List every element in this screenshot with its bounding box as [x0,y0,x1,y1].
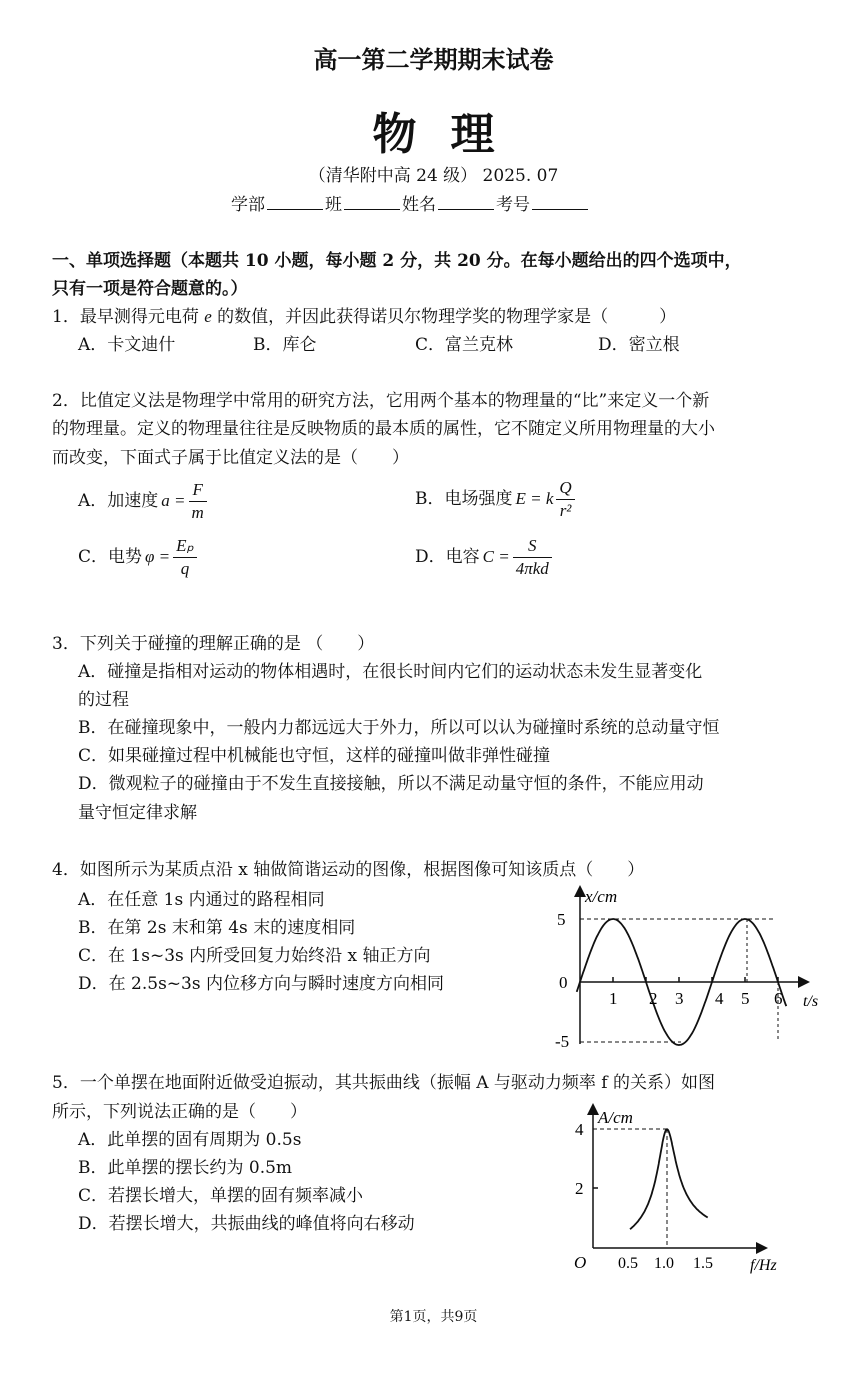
dept-blank [267,195,323,210]
shm-xtick-label-2: 2 [649,989,658,1008]
q2-line-3: 而改变，下面式子属于比值定义法的是（ ） [52,448,409,468]
section-title: 一、单项选择题 [52,251,171,271]
q4-option-c: C．在 1s~3s 内所受回复力始终沿 x 轴正方向 [78,946,431,966]
q2-c-lhs: φ = [145,547,171,566]
res-ylabel: A/cm [598,1108,633,1127]
q1-stem [52,307,676,327]
resonance-graph [560,1096,800,1276]
section-heading [52,251,742,271]
field-label-dept: 学部 [231,195,265,215]
subject-title: 物理 [372,109,529,160]
q2-b-num: Q [556,477,574,500]
q5-option-c: C．若摆长增大，单摆的固有频率减小 [78,1186,364,1206]
res-ytick-4: 4 [575,1120,584,1139]
q2-option-b [415,476,575,522]
q2-a-den: m [191,502,204,522]
res-xtick-1.5: 1.5 [693,1255,713,1272]
shm-ytick-0: 0 [559,973,568,992]
q3-stem: 3．下列关于碰撞的理解正确的是 （ ） [52,634,375,654]
q5-option-a: A．此单摆的固有周期为 0.5s [78,1130,302,1150]
paper-title: 高一第二学期期末试卷 [313,45,554,74]
q2-line-1: 2．比值定义法是物理学中常用的研究方法，它用两个基本的物理量的“比”来定义一个新 [52,391,710,411]
res-xlabel: f/Hz [750,1257,777,1274]
shm-xtick-label-3: 3 [675,989,684,1008]
q2-c-fraction [173,535,197,580]
q4-stem: 4．如图所示为某质点沿 x 轴做简谐运动的图像，根据图像可知该质点（ ） [52,860,645,880]
shm-ylabel: x/cm [585,887,618,906]
shm-xlabel: t/s [803,993,819,1010]
q1-stem-b: 的数值，并因此获得诺贝尔物理学奖的物理学家是（ ） [211,307,677,327]
section-desc-2: 只有一项是符合题意的。） [52,279,248,299]
student-fields [231,195,590,215]
shm-ytick-neg5: -5 [555,1032,570,1051]
q4-option-b: B．在第 2s 末和第 4s 末的速度相同 [78,918,356,938]
q1-option-b: B．库仑 [253,335,317,355]
q2-a-label: A．加速度 [78,491,159,511]
shm-xtick-label-6: 6 [774,989,783,1008]
q2-d-fraction [513,535,552,580]
q2-option-c [78,534,197,580]
exam-info: （清华附中高 24 级） 2025. 07 [308,166,559,186]
res-origin: O [574,1253,587,1272]
q2-a-lhs: a = [161,491,186,510]
q2-d-den: 4πkd [515,558,549,578]
q4-option-d: D．在 2.5s~3s 内位移方向与瞬时速度方向相同 [78,974,444,994]
shm-xtick-label-4: 4 [715,989,724,1008]
shm-ytick-5: 5 [557,910,566,929]
shm-xtick-label-5: 5 [741,989,750,1008]
q3-option-b: B．在碰撞现象中，一般内力都远远大于外力，所以可以认为碰撞时系统的总动量守恒 [78,718,720,738]
q2-b-den: r² [559,500,572,520]
q3-option-d-2: 量守恒定律求解 [78,803,197,823]
q2-d-label: D．电容 [415,547,480,567]
q2-c-label: C．电势 [78,547,143,567]
q2-option-d [415,534,552,580]
q2-b-label: B．电场强度 [415,489,513,509]
q1-stem-a: 1．最早测得元电荷 [52,307,205,327]
shm-xtick-label-1: 1 [609,989,618,1008]
res-xtick-1.0: 1.0 [654,1255,674,1272]
q2-option-a [78,478,207,524]
q2-a-num: F [189,479,207,502]
class-blank [344,195,400,210]
shm-graph [545,878,835,1058]
name-blank [438,195,494,210]
q3-option-c: C．如果碰撞过程中机械能也守恒，这样的碰撞叫做非弹性碰撞 [78,746,551,766]
res-ytick-2: 2 [575,1179,584,1198]
q5-line-2: 所示，下列说法正确的是（ ） [52,1102,307,1122]
q5-option-d: D．若摆长增大，共振曲线的峰值将向右移动 [78,1214,415,1234]
page-footer: 第1页，共9页 [389,1309,478,1325]
q2-d-num: S [513,535,552,558]
q1-stem-var: e [204,307,212,326]
q2-c-num: Eₚ [173,535,197,558]
res-curve [630,1129,708,1229]
q1-option-a: A．卡文迪什 [78,335,176,355]
q5-option-b: B．此单摆的摆长约为 0.5m [78,1158,293,1178]
q2-b-fraction [556,477,574,522]
q1-option-d: D．密立根 [598,335,680,355]
res-xtick-0.5: 0.5 [618,1255,638,1272]
q3-option-a-1: A．碰撞是指相对运动的物体相遇时，在很长时间内它们的运动状态未发生显著变化 [78,662,703,682]
q3-option-a-2: 的过程 [78,690,129,710]
section-desc-1: （本题共 10 小题，每小题 2 分，共 20 分。在每小题给出的四个选项中， [171,251,742,271]
field-label-class: 班 [325,195,342,215]
q1-option-c: C．富兰克林 [415,335,514,355]
q2-c-den: q [180,558,190,578]
q2-a-fraction [189,479,207,524]
q3-option-d-1: D．微观粒子的碰撞由于不发生直接接触，所以不满足动量守恒的条件，不能应用动 [78,774,704,794]
q2-b-lhs: E = k [515,489,554,508]
field-label-name: 姓名 [402,195,436,215]
q2-d-lhs: C = [482,547,510,566]
id-blank [532,195,588,210]
q5-line-1: 5．一个单摆在地面附近做受迫振动，其共振曲线（振幅 A 与驱动力频率 f 的关系）如图 [52,1073,715,1093]
q4-option-a: A．在任意 1s 内通过的路程相同 [78,890,325,910]
q2-line-2: 的物理量。定义的物理量往往是反映物质的最本质的属性，它不随定义所用物理量的大小 [52,419,715,439]
field-label-id: 考号 [496,195,530,215]
